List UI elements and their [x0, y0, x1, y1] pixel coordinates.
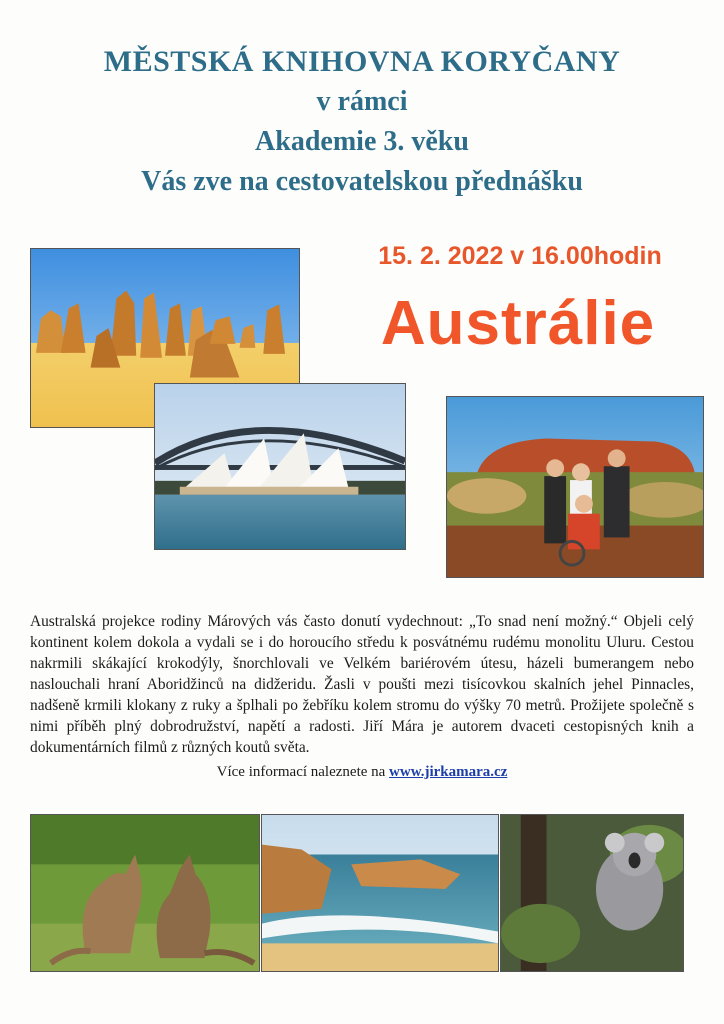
more-info-line: [0, 764, 724, 781]
header-line-2: v rámci: [316, 86, 408, 117]
header-line-4: Vás zve na cestovatelskou přednášku: [141, 166, 583, 197]
event-title: Austrálie: [380, 289, 656, 358]
event-description: Australská projekce rodiny Márových vás často donutí vydechnout: „To snad není možný.“ Objeli celý kontinent kolem dokola a vydali se i do horoucího středu k posvátnému rudému monolitu Uluru. Cestou nakrmili skákající krokodýly, šnorchlovali ve Velkém bariérovém útesu, házeli bumerangem nebo naslouchali hraní Aboridžinců na didžeridu. Žasli v poušti mezi tisícovkou skalních jehel Pinnacles, nadšeně krmili klokany z ruky a šplhali po žebříku kolem stromu do výšky 70 metrů. Prožijete společně s nimi příběh plný dobrodružství, napětí a radosti. Jiří Mára je autorem dvaceti cestopisných knih a dokumentárních filmů z různých koutů světa.: [30, 613, 694, 757]
photo-sydney-opera-house: [154, 383, 406, 550]
photo-coast: [261, 814, 499, 972]
library-name: MĚSTSKÁ KNIHOVNA KORYČANY: [103, 45, 621, 78]
photo-koala: [500, 814, 684, 972]
header-line-3: Akademie 3. věku: [255, 126, 469, 157]
photo-kangaroos: [30, 814, 260, 972]
website-link[interactable]: www.jirkamara.cz: [389, 764, 508, 780]
event-date: 15. 2. 2022 v 16.00hodin: [378, 242, 662, 270]
photo-uluru-group: [446, 396, 704, 578]
more-info-prefix: Více informací naleznete na: [216, 764, 390, 780]
invitation-header: [0, 42, 724, 202]
